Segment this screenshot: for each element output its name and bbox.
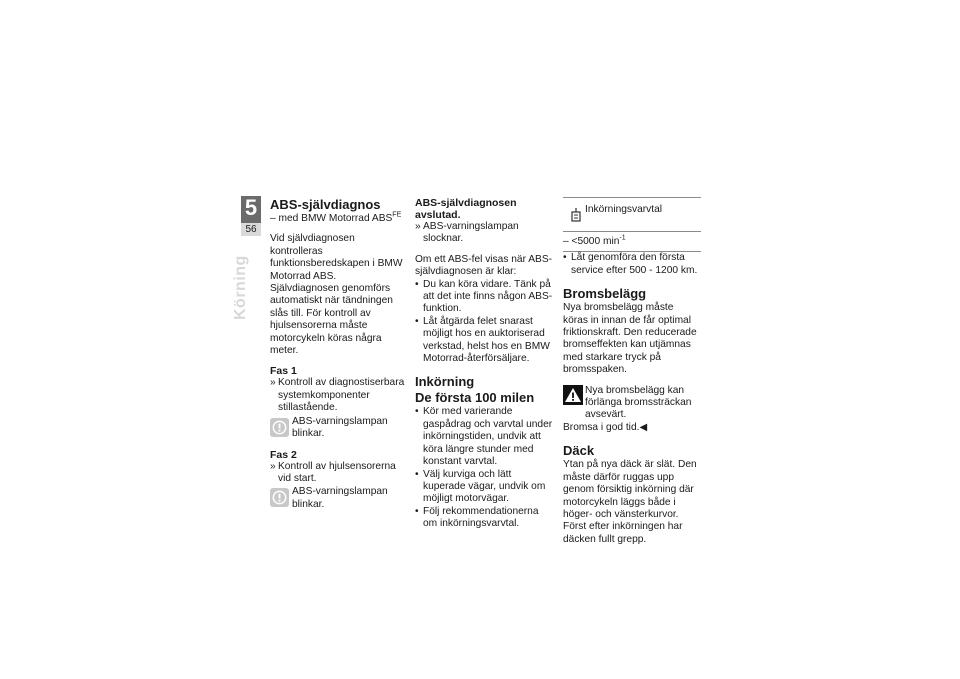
column-2 [415,197,553,531]
brake-pads-title: Bromsbelägg [563,286,647,302]
column-3 [563,197,701,546]
phase1-step: » Kontroll av diagnostiserbara systemkomponenter stillastående. [270,377,408,414]
abs-diagnosis-intro: Vid självdiagnosen kontrolleras funktionsberedskapen i BMW Motorrad ABS. Självdiagnosen genomförs automatiskt när tändningen slås till. För kontroll av hjulsensorerna måste motorcykeln köras några meter. [270,233,403,357]
phase1-title: Fas 1 [270,365,297,378]
phase1-indicator-text: ABS-varningslampan blinkar. [292,415,388,440]
abs-warning-icon [270,488,289,507]
running-in-bullet: • Välj kurviga och lätt kuperade vägar, undvik om möjligt motorvägar. [415,469,553,506]
phase2-title: Fas 2 [270,448,297,461]
column-1 [270,197,408,511]
abs-warning-icon [270,418,289,437]
end-triangle-icon: ◀ [639,421,648,433]
brake-warning-text: Nya bromsbelägg kan förlänga bromssträckan avsevärt. [585,384,692,421]
tires-title: Däck [563,443,595,459]
table-value-row: – <5000 $\min^{-1}$ [563,234,626,247]
table-label: Inkörningsvarvtal [585,204,663,215]
tires-text: Ytan på nya däck är slät. Den måste därför ruggas upp genom försiktig inkörning där motorcykeln läggs både i höger- och vänsterkurvor. Först efter inkörningen har däcken fullt grepp. [563,459,697,545]
table-header-row [563,198,701,232]
abs-error-bullet: • Låt åtgärda felet snarast möjligt hos en auktoriserad verkstad, helst hos en BMW Motorrad-återförsäljare. [415,316,553,366]
phase2-indicator [270,486,408,511]
phase1-indicator [270,416,408,441]
phase2-step: » Kontroll av hjulsensorerna vid start. [270,461,408,486]
abs-diagnosis-subtitle: – med BMW Motorrad $ABS^{FE}$ [270,211,402,224]
brake-outro: Bromsa i god tid.◀ [563,421,648,433]
running-in-title: Inkörning [415,374,475,390]
phase2-indicator-text: ABS-varningslampan blinkar. [292,486,388,510]
table-value: <5000 min [571,236,620,247]
running-in-bullet: • Följ rekommendationerna om inkörningsvarvtal. [415,506,553,531]
brake-pads-text: Nya bromsbelägg måste köras in innan de får optimal friktionskraft. Den reducerade bromseffekten kan utjämnas med starkare tryck på bromsspaken. [563,302,697,376]
abs-error-intro: Om ett ABS-fel visas när ABS-självdiagnosen är klar: [415,253,553,278]
brake-warning [563,385,701,422]
abs-diagnosis-title: ABS-självdiagnos [270,197,381,212]
chapter-side-label: Körning [232,255,249,320]
chapter-number: 5 [244,195,258,220]
diagnosis-done-title: ABS-självdiagnosen avslutad. [415,197,517,221]
rpm-gauge-icon [569,207,583,223]
running-in-bullet: • Kör med varierande gaspådrag och varvtal under inkörningstiden, undvik att köra längre stunder med konstant varvtal. [415,406,553,468]
diagnosis-done-step: » ABS-varningslampan slocknar. [415,221,553,246]
first-100-title: De första 100 milen [415,390,535,406]
service-bullet: • Låt genomföra den första service efter 500 - 1200 km. [563,252,701,277]
running-in-speed-table [563,197,701,252]
warning-triangle-icon [563,385,583,405]
page-number: 56 [241,223,261,236]
abs-error-bullet: • Du kan köra vidare. Tänk på att det inte finns någon ABS-funktion. [415,279,553,316]
